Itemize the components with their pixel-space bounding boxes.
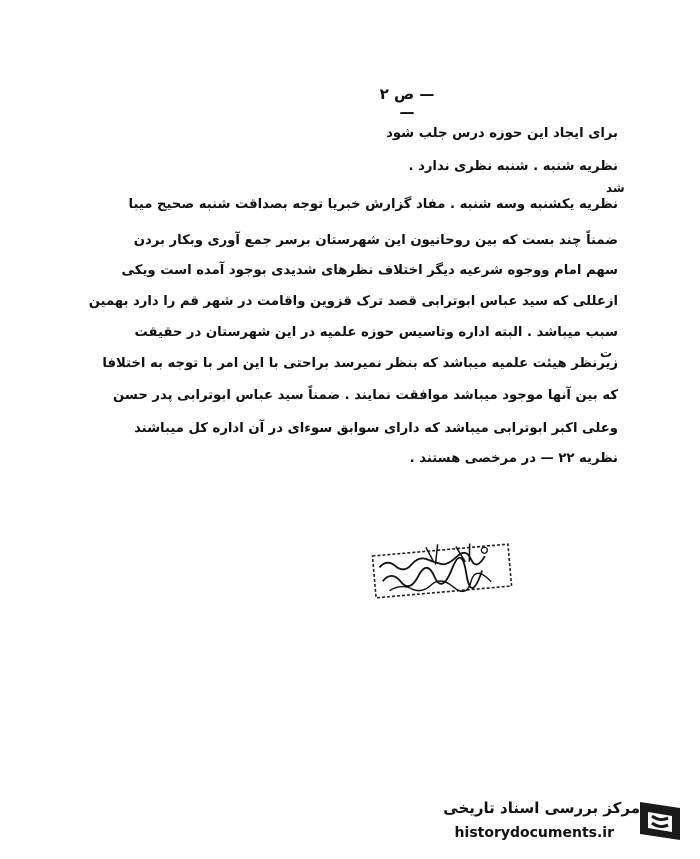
margin-annotation: شد: [606, 181, 625, 195]
archive-url: historydocuments.ir: [454, 825, 614, 841]
margin-annotation: ت: [600, 346, 613, 360]
archive-name: مرکز بررسی اسناد تاریخی: [443, 799, 640, 817]
document-line: نظریه شنبه . شنبه نظری ندارد .: [408, 159, 618, 174]
handwritten-stamp: [366, 534, 519, 609]
document-line: نظریه یکشنبه وسه شنبه . مفاد گزارش خبریا توجه بصداقت شنبه صحیح میبا: [128, 197, 618, 212]
document-line: ازعللی که سید عباس ابوترابی قصد ترک قزوین واقامت در شهر قم را دارد بهمین: [88, 294, 618, 309]
document-line: زیرنظر هیئت علمیه میباشد که بنظر نمیرسد براحتی با این امر با توجه به اختلافا: [102, 356, 618, 371]
document-line: وعلی اکبر ابوترابی میباشد که دارای سوابق سوءای در آن اداره کل میباشند: [134, 421, 618, 436]
document-line: ضمناً چند بست که بین روحانیون این شهرستان برسر جمع آوری وبکار بردن: [133, 233, 618, 248]
document-line: سبب میباشد . البته اداره وتاسیس حوزه علمیه در این شهرستان در حقیقت: [134, 325, 618, 340]
archive-logo-icon: [634, 794, 686, 846]
document-line: نظریه ۲۲ — در مرخصی هستند .: [409, 451, 618, 466]
document-line: سهم امام ووجوه شرعیه دیگر اختلاف نظرهای شدیدی بوجود آمده است ویکی: [121, 263, 618, 278]
document-line: برای ایجاد این حوزه درس جلب شود: [386, 126, 618, 141]
page-number: — ص ۲ —: [379, 85, 435, 121]
document-line: که بین آنها موجود میباشد موافقت نمایند . ضمناً سید عباس ابوترابی پدر حسن: [113, 388, 618, 403]
